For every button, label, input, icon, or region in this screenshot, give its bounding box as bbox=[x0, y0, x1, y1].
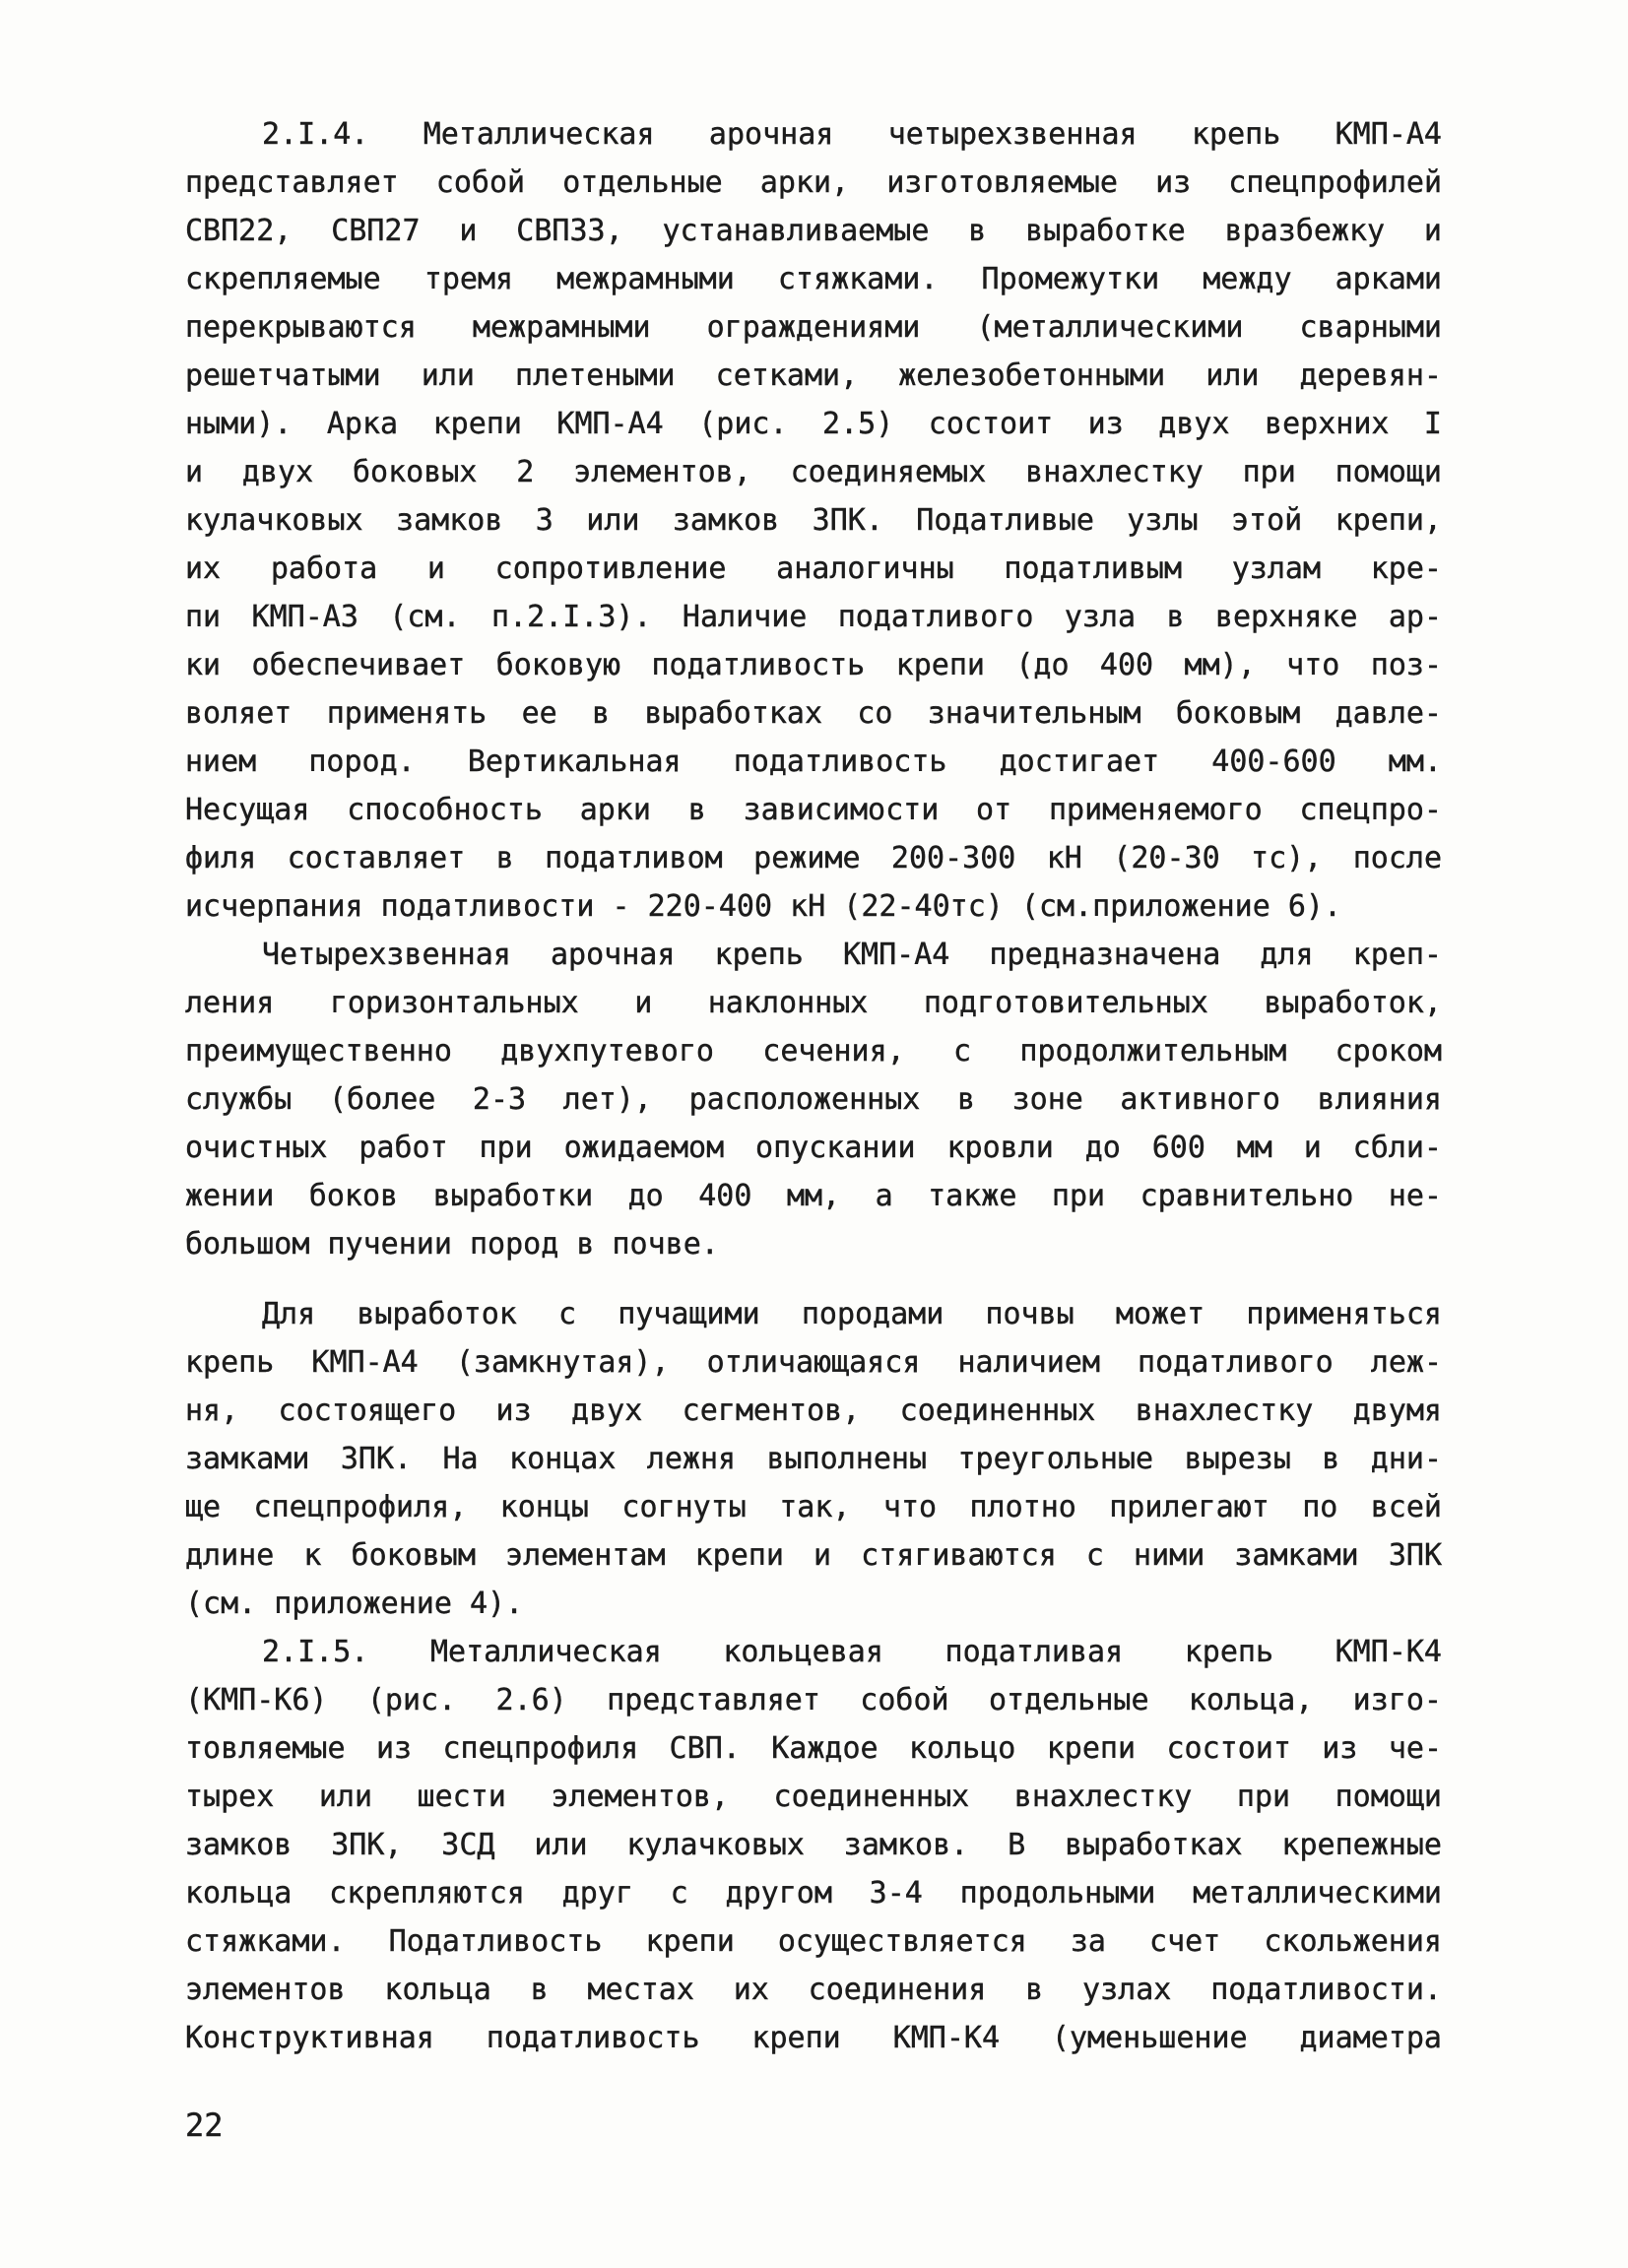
text-line: кольца скрепляются друг с другом 3-4 продольными металлическими bbox=[185, 1876, 1442, 1911]
text-line: ными). Арка крепи КМП-А4 (рис. 2.5) состоит из двух верхних I bbox=[185, 407, 1442, 441]
text-line: ще спецпрофиля, концы согнуты так, что плотно прилегают по всей bbox=[185, 1490, 1442, 1524]
text-line: Конструктивная податливость крепи КМП-К4 (уменьшение диаметра bbox=[185, 2021, 1442, 2055]
text-line: воляет применять ее в выработках со значительным боковым давле- bbox=[185, 696, 1442, 731]
text-line: нием пород. Вертикальная податливость достигает 400-600 мм. bbox=[185, 745, 1442, 779]
text-line: Четырехзвенная арочная крепь КМП-А4 предназначена для креп- bbox=[262, 938, 1442, 972]
text-line: очистных работ при ожидаемом опускании кровли до 600 мм и сбли- bbox=[185, 1131, 1442, 1165]
text-line: крепь КМП-А4 (замкнутая), отличающаяся наличием податливого леж- bbox=[185, 1345, 1442, 1380]
text-line: решетчатыми или плетеными сетками, железобетонными или деревян- bbox=[185, 358, 1442, 393]
paragraph-kmp-a4-purpose bbox=[185, 931, 1442, 1268]
text-line: 2.I.4. Металлическая арочная четырехзвенная крепь КМП-А4 bbox=[262, 117, 1442, 152]
text-line: ления горизонтальных и наклонных подготовительных выработок, bbox=[185, 986, 1442, 1020]
text-line: длине к боковым элементам крепи и стягиваются с ними замками ЗПК bbox=[185, 1538, 1442, 1573]
page-number: 22 bbox=[185, 2106, 224, 2144]
text-line: СВП22, СВП27 и СВП33, устанавливаемые в выработке вразбежку и bbox=[185, 214, 1442, 248]
text-line: скрепляемые тремя межрамными стяжками. Промежутки между арками bbox=[185, 262, 1442, 296]
text-line: Несущая способность арки в зависимости от применяемого спецпро- bbox=[185, 793, 1442, 827]
text-line: кулачковых замков 3 или замков ЗПК. Податливые узлы этой крепи, bbox=[185, 503, 1442, 538]
text-line: (КМП-К6) (рис. 2.6) представляет собой отдельные кольца, изго- bbox=[185, 1683, 1442, 1717]
text-line: замками ЗПК. На концах лежня выполнены треугольные вырезы в дни- bbox=[185, 1442, 1442, 1476]
text-line: преимущественно двухпутевого сечения, с продолжительным сроком bbox=[185, 1034, 1442, 1069]
text-line: представляет собой отдельные арки, изготовляемые из спецпрофилей bbox=[185, 165, 1442, 200]
text-line: службы (более 2-3 лет), расположенных в зоне активного влияния bbox=[185, 1082, 1442, 1117]
text-line: (см. приложение 4). bbox=[185, 1587, 524, 1621]
text-line: жении боков выработки до 400 мм, а также при сравнительно не- bbox=[185, 1179, 1442, 1213]
text-line: большом пучении пород в почве. bbox=[185, 1227, 719, 1262]
text-line: перекрываются межрамными ограждениями (металлическими сварными bbox=[185, 310, 1442, 345]
text-line: стяжками. Податливость крепи осуществляется за счет скольжения bbox=[185, 1924, 1442, 1959]
text-line: и двух боковых 2 элементов, соединяемых внахлестку при помощи bbox=[185, 455, 1442, 489]
text-line: товляемые из спецпрофиля СВП. Каждое кольцо крепи состоит из че- bbox=[185, 1731, 1442, 1766]
body-text bbox=[185, 110, 1442, 2062]
text-line: элементов кольца в местах их соединения в узлах податливости. bbox=[185, 1973, 1442, 2007]
text-line: филя составляет в податливом режиме 200-300 кН (20-30 тс), после bbox=[185, 841, 1442, 875]
text-line: замков ЗПК, ЗСД или кулачковых замков. В выработках крепежные bbox=[185, 1828, 1442, 1862]
text-line: их работа и сопротивление аналогичны податливым узлам кре- bbox=[185, 551, 1442, 586]
text-line: тырех или шести элементов, соединенных внахлестку при помощи bbox=[185, 1780, 1442, 1814]
text-line: исчерпания податливости - 220-400 кН (22-40тс) (см.приложение 6). bbox=[185, 889, 1341, 924]
text-line: 2.I.5. Металлическая кольцевая податливая крепь КМП-К4 bbox=[262, 1635, 1442, 1669]
text-line: Для выработок с пучащими породами почвы может применяться bbox=[262, 1297, 1442, 1331]
text-line: ки обеспечивает боковую податливость крепи (до 400 мм), что поз- bbox=[185, 648, 1442, 682]
text-line: ня, состоящего из двух сегментов, соединенных внахлестку двумя bbox=[185, 1393, 1442, 1428]
paragraph-gap bbox=[185, 1268, 1442, 1290]
paragraph-section-2-1-5 bbox=[185, 1628, 1442, 2062]
text-line: пи КМП-А3 (см. п.2.I.3). Наличие податливого узла в верхняке ар- bbox=[185, 600, 1442, 634]
paragraph-closed-variant bbox=[185, 1290, 1442, 1628]
paragraph-section-2-1-4 bbox=[185, 110, 1442, 931]
